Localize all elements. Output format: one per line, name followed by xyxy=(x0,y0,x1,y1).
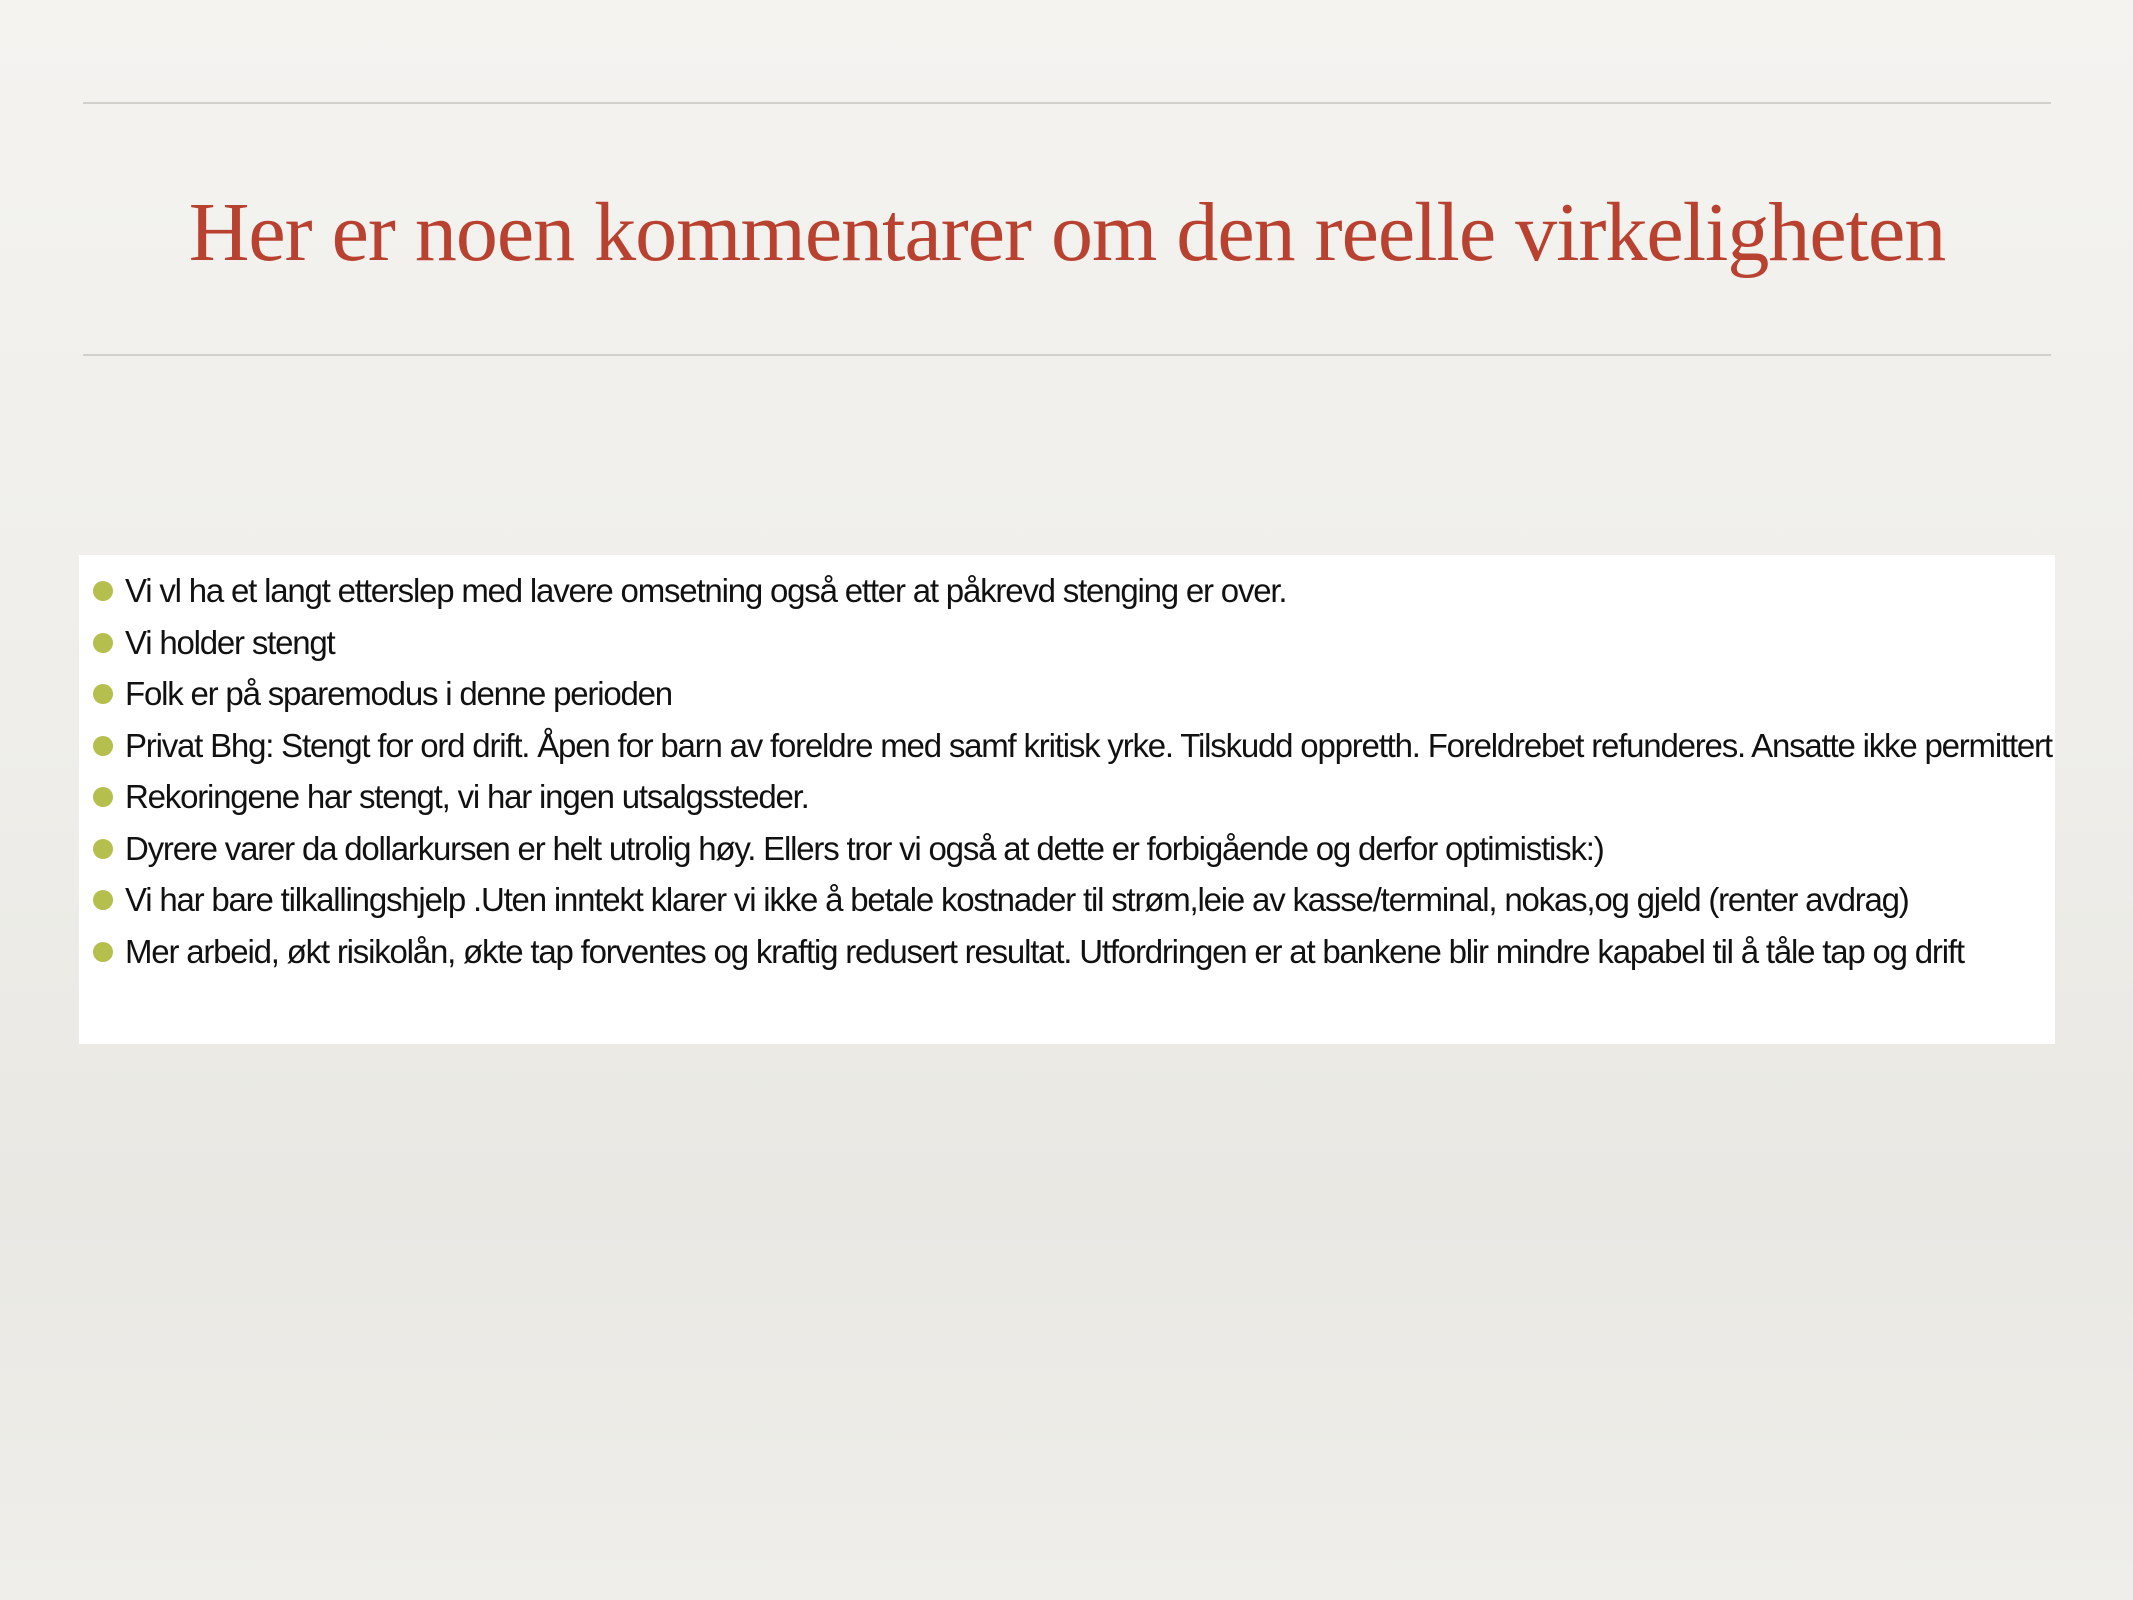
comments-list xyxy=(91,565,2055,977)
bullet-dot-icon xyxy=(93,684,113,704)
title-top-rule xyxy=(83,102,2051,104)
slide-title: Her er noen kommentarer om den reelle virkeligheten xyxy=(188,186,1946,279)
list-item xyxy=(91,565,2055,617)
list-item xyxy=(91,874,2055,926)
bullet-dot-icon xyxy=(93,787,113,807)
bullet-dot-icon xyxy=(93,942,113,962)
list-item-text: Mer arbeid, økt risikolån, økte tap forventes og kraftig redusert resultat. Utfordringen er at bankene blir mindre kapabel til å tåle tap og drift xyxy=(125,932,1964,970)
list-item-text: Vi vl ha et langt etterslep med lavere omsetning også etter at påkrevd stenging er over. xyxy=(125,572,1287,609)
list-item-text: Vi holder stengt xyxy=(125,623,335,661)
list-item xyxy=(91,720,2055,772)
bullet-dot-icon xyxy=(93,839,113,859)
list-item xyxy=(91,771,2055,823)
list-item-text: Folk er på sparemodus i denne perioden xyxy=(125,675,672,712)
list-item-text: Dyrere varer da dollarkursen er helt utrolig høy. Ellers tror vi også at dette er forbigående og derfor optimistisk:) xyxy=(125,829,1604,867)
title-bottom-rule xyxy=(83,354,2051,356)
list-item-text: Vi har bare tilkallingshjelp .Uten inntekt klarer vi ikke å betale kostnader til strøm,leie av kasse/terminal, nokas,og gjeld (renter avdrag) xyxy=(125,881,1909,918)
list-item-text: Rekoringene har stengt, vi har ingen utsalgssteder. xyxy=(125,778,809,815)
list-item xyxy=(91,668,2055,720)
list-item-text: Privat Bhg: Stengt for ord drift. Åpen for barn av foreldre med samf kritisk yrke. Tilskudd oppretth. Foreldrebet refunderes. Ansatte ikke permittert xyxy=(125,726,2052,764)
list-item xyxy=(91,617,2055,669)
list-item xyxy=(91,823,2055,875)
comments-image-box xyxy=(79,555,2055,1044)
bullet-dot-icon xyxy=(93,736,113,756)
list-item xyxy=(91,926,2055,978)
bullet-dot-icon xyxy=(93,633,113,653)
bullet-dot-icon xyxy=(93,581,113,601)
bullet-dot-icon xyxy=(93,890,113,910)
